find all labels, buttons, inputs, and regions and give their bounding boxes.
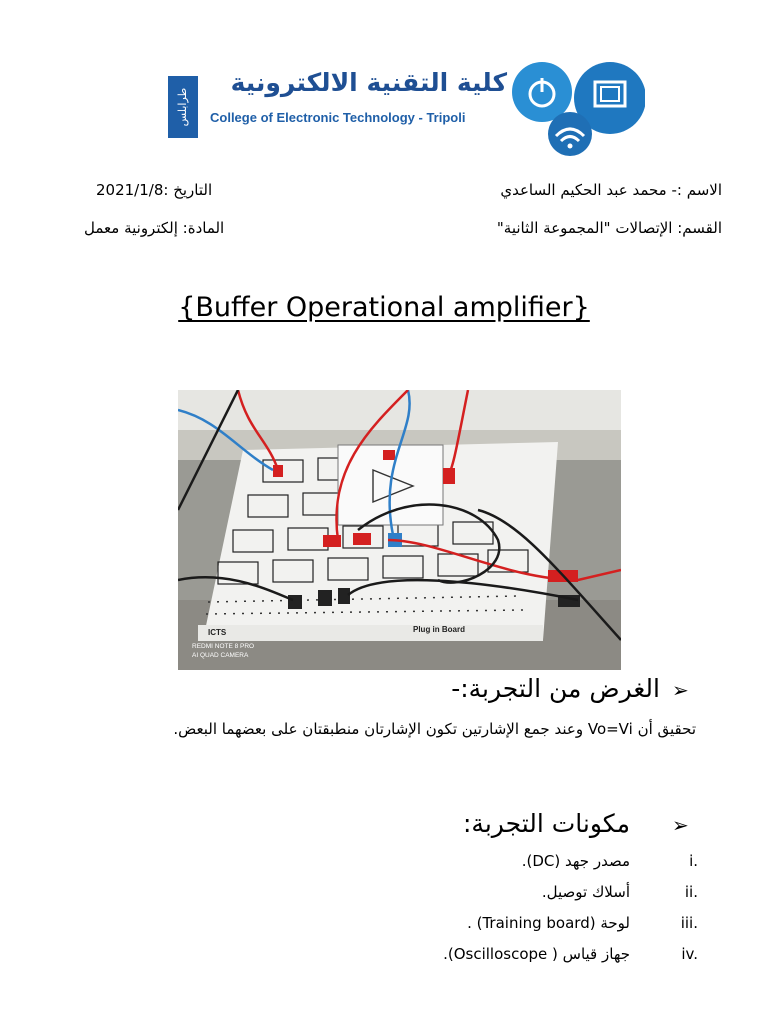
student-name: الاسم :- محمد عبد الحكيم الساعدي [500, 181, 722, 199]
components-heading: مكونات التجربة: [463, 809, 630, 838]
page-title: {Buffer Operational amplifier} [178, 292, 590, 323]
purpose-heading: الغرض من التجربة:- [451, 674, 660, 703]
lab-setup-photo [178, 390, 621, 670]
list-item: جهاز قياس ( Oscilloscope). [443, 945, 630, 963]
camera-watermark-2: AI QUAD CAMERA [192, 652, 249, 659]
list-item-number: iv. [681, 945, 698, 963]
college-logo [165, 56, 645, 156]
list-item: مصدر جهد (DC). [521, 852, 630, 870]
bullet-arrow-icon: ➢ [672, 678, 689, 702]
purpose-text: تحقيق أن Vo=Vi وعند جمع الإشارتين تكون الإشارتان منطبقتان على بعضهما البعض. [173, 720, 696, 738]
logo-city-bar [168, 76, 198, 138]
logo-emblem-icon [510, 56, 645, 156]
list-item: لوحة (Training board) . [467, 914, 630, 932]
list-item-number: ii. [684, 883, 698, 901]
board-brand: ICTS [208, 628, 227, 637]
bullet-arrow-icon: ➢ [672, 813, 689, 837]
camera-watermark-1: REDMI NOTE 8 PRO [192, 643, 255, 650]
logo-arabic-name: كلية التقنية الالكترونية [230, 68, 507, 97]
subject: المادة: إلكترونية معمل [84, 219, 225, 237]
list-item: أسلاك توصيل. [541, 883, 630, 901]
list-item-number: iii. [680, 914, 698, 932]
report-date: التاريخ :2021/1/8 [96, 181, 213, 199]
department: القسم: الإتصالات "المجموعة الثانية" [496, 219, 722, 237]
list-item-number: i. [689, 852, 698, 870]
logo-english-name: College of Electronic Technology - Tripoli [210, 110, 466, 125]
board-label: Plug in Board [413, 625, 465, 634]
logo-city-text: طرابلس [176, 87, 189, 127]
